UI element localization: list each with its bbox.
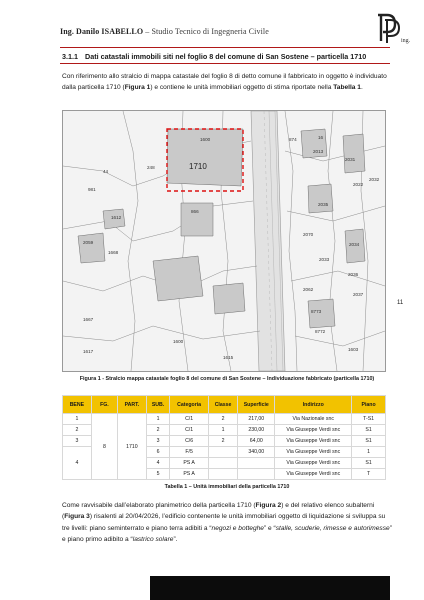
cell-classe (208, 458, 237, 469)
figure-caption: Figura 1 - Stralcio mappa catastale foglio 8 del comune di San Sostene – Individuazione fabbricato (particella 1710) (79, 376, 375, 382)
cell-sub: 1 (146, 414, 169, 425)
col-piano: Piano (352, 396, 386, 414)
map-label: 1600 (200, 137, 211, 142)
body-text: ”. (173, 536, 178, 544)
figure-ref: Figura 2 (255, 502, 282, 509)
map-label: 2022 (353, 182, 364, 187)
map-label: 44 (103, 169, 109, 174)
col-part: PART. (117, 396, 146, 414)
intro-text: . (360, 84, 363, 92)
body-text: ” e “ (263, 524, 276, 532)
col-bene: BENE (63, 396, 92, 414)
cell-classe (208, 447, 237, 458)
col-fg: FG. (91, 396, 117, 414)
col-categoria: Categoria (170, 396, 209, 414)
map-label: 981 (88, 187, 96, 192)
cell-piano: S1 (352, 425, 386, 436)
cell-indirizzo: Via Giuseppe Verdi snc (275, 436, 352, 447)
cadastral-map (62, 110, 386, 372)
header-author: Ing. Danilo ISABELLO (60, 27, 144, 36)
cell-piano: S1 (352, 458, 386, 469)
cadastral-map-drawing (63, 111, 385, 371)
footer-bar (150, 576, 390, 600)
body-text: ) risalenti al 20/04/2026, l’edificio contenente le unità immobiliari oggetto di liquidazione si sviluppa su tre livelli: piano seminterrato e piano terra adibiti a “ (62, 513, 386, 532)
cell-sub: 5 (146, 469, 169, 480)
map-label: 1600 (173, 339, 184, 344)
cell-classe: 2 (208, 414, 237, 425)
cell-classe: 1 (208, 425, 237, 436)
use-term: lastrico solare (132, 536, 174, 544)
col-indirizzo: Indirizzo (275, 396, 352, 414)
cell-superficie: 217,00 (238, 414, 275, 425)
cell-superficie: 340,00 (238, 447, 275, 458)
cell-classe (208, 469, 237, 480)
cell-piano: T (352, 469, 386, 480)
col-classe: Classe (208, 396, 237, 414)
map-label: 8772 (315, 329, 326, 334)
cell-indirizzo: Via Giuseppe Verdi snc (275, 458, 352, 469)
intro-paragraph (62, 71, 392, 94)
map-label: 2037 (353, 292, 364, 297)
cell-categoria: PS A (170, 458, 209, 469)
section-rule (60, 63, 390, 64)
map-label: 1603 (348, 347, 359, 352)
use-term: stalle, scuderie, rimesse e autorimesse (275, 524, 390, 532)
cell-indirizzo: Via Giuseppe Verdi snc (275, 425, 352, 436)
table-caption: Tabella 1 – Unità immobiliari della particella 1710 (164, 484, 290, 490)
map-label: 2033 (319, 257, 330, 262)
col-sub: SUB. (146, 396, 169, 414)
map-label: 2034 (349, 242, 360, 247)
section-number: 3.1.1 (62, 52, 78, 61)
logo-text: ing. (401, 38, 411, 44)
map-label: 1617 (83, 349, 94, 354)
cell-categoria: C/6 (170, 436, 209, 447)
cell-indirizzo: Via Giuseppe Verdi snc (275, 469, 352, 480)
figure-ref: Figura 3 (64, 513, 90, 521)
cell-classe: 2 (208, 436, 237, 447)
body-text: ” e piano primo adibito a “ (62, 524, 392, 544)
map-label: 1612 (111, 215, 122, 220)
cell-categoria: F/5 (170, 447, 209, 458)
cell-sub: 4 (146, 458, 169, 469)
intro-text: ) e contiene le unità immobiliari oggetto di stima riportate nella (150, 84, 334, 92)
map-label: 1667 (83, 317, 94, 322)
map-label: 1615 (223, 355, 234, 360)
header-rule (60, 47, 390, 48)
cell-sub: 3 (146, 436, 169, 447)
body-paragraph (62, 500, 392, 546)
cell-foglio: 8 (91, 414, 117, 480)
body-text: ) e del relativo elenco subalterni ( (62, 502, 375, 521)
cell-superficie: 230,00 (238, 425, 275, 436)
map-label: 8773 (311, 309, 322, 314)
map-label: 2059 (83, 240, 94, 245)
cell-sub: 6 (146, 447, 169, 458)
col-superficie: Superficie (238, 396, 275, 414)
map-label: 866 (191, 209, 199, 214)
units-table (62, 395, 386, 480)
cell-bene: 2 (63, 425, 92, 436)
table-ref: Tabella 1 (333, 84, 361, 92)
cell-particella: 1710 (117, 414, 146, 480)
cell-superficie: 64,00 (238, 436, 275, 447)
cell-sub: 2 (146, 425, 169, 436)
map-label: 16 (318, 135, 324, 140)
parcel-label: 1710 (189, 162, 207, 171)
map-label: 2013 (313, 149, 324, 154)
section-heading (62, 52, 366, 61)
section-title: Dati catastali immobili siti nel foglio 8 del comune di San Sostene – particella 1710 (85, 52, 367, 61)
use-term: negozi e botteghe (211, 524, 264, 532)
map-label: 248 (147, 165, 155, 170)
cell-piano: T-S1 (352, 414, 386, 425)
page-number: 11 (397, 300, 404, 306)
map-label: 874 (289, 137, 297, 142)
page-header (60, 27, 269, 36)
map-label: 2036 (348, 272, 359, 277)
table-row (63, 414, 386, 425)
cell-categoria: C/1 (170, 425, 209, 436)
table-header-row (63, 396, 386, 414)
map-label: 2035 (318, 202, 329, 207)
map-label: 2070 (303, 232, 314, 237)
header-studio: – Studio Tecnico di Ingegneria Civile (143, 27, 269, 36)
cell-indirizzo: Via Giuseppe Verdi snc (275, 447, 352, 458)
cell-superficie (238, 458, 275, 469)
cell-indirizzo: Via Nazionale snc (275, 414, 352, 425)
body-text: Come ravvisabile dall’elaborato planimetrico della particella 1710 ( (62, 502, 256, 509)
intro-text: Con riferimento allo stralcio di mappa catastale del foglio 8 di detto comune il fabbricato in oggetto è individuato dalla particella 1710 ( (62, 73, 387, 92)
cell-categoria: PS A (170, 469, 209, 480)
cell-piano: 1 (352, 447, 386, 458)
map-label: 2031 (345, 157, 356, 162)
cell-bene: 3 (63, 436, 92, 447)
cell-piano: S1 (352, 436, 386, 447)
cell-superficie (238, 469, 275, 480)
cell-categoria: C/1 (170, 414, 209, 425)
cell-bene: 4 (63, 447, 92, 480)
map-label: 2032 (369, 177, 380, 182)
cell-bene: 1 (63, 414, 92, 425)
figure-ref: Figura 1 (124, 84, 151, 92)
studio-logo (370, 12, 414, 44)
map-label: 2062 (303, 287, 314, 292)
map-label: 1668 (108, 250, 119, 255)
